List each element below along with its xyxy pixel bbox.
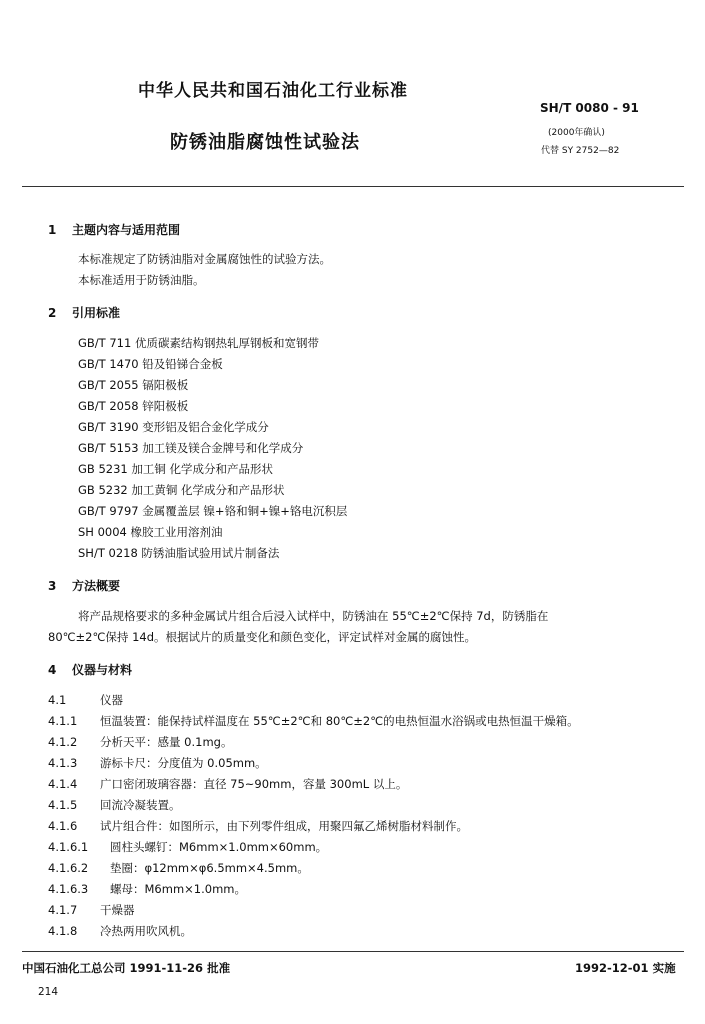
- clause-number: 4.1.7: [48, 903, 78, 917]
- clause-item: [48, 734, 232, 750]
- clause-number: 4.1: [48, 693, 67, 707]
- clause-item: [48, 713, 579, 729]
- reference-item: GB/T 2055 镉阳极板: [78, 378, 189, 392]
- reference-item: GB 5232 加工黄铜 化学成分和产品形状: [78, 483, 285, 497]
- clause-text: 试片组合件：如图所示，由下列零件组成，用聚四氟乙烯树脂材料制作。: [100, 819, 468, 833]
- reference-item: GB 5231 加工铜 化学成分和产品形状: [78, 462, 274, 476]
- section-2-heading: [48, 304, 120, 321]
- section-title: 引用标准: [72, 306, 121, 320]
- clause-number: 4.1.8: [48, 924, 78, 938]
- section-title: 方法概要: [72, 579, 121, 593]
- reference-item: GB/T 9797 金属覆盖层 镍+铬和铜+镍+铬电沉积层: [78, 504, 348, 518]
- clause-item: [48, 902, 135, 918]
- reference-item: SH 0004 橡胶工业用溶剂油: [78, 525, 223, 539]
- clause-number: 4.1.6.2: [48, 861, 89, 875]
- section-3-heading: [48, 577, 120, 594]
- clause-text: 圆柱头螺钉：M6mm×1.0mm×60mm。: [110, 840, 328, 854]
- clause-number: 4.1.6.3: [48, 882, 89, 896]
- clause-item: [48, 860, 309, 876]
- clause-number: 4.1.2: [48, 735, 78, 749]
- header-divider: [22, 186, 684, 187]
- clause-number: 4.1.1: [48, 714, 78, 728]
- section-number: 3: [48, 579, 57, 593]
- section-number: 1: [48, 223, 57, 237]
- clause-item: [48, 797, 181, 813]
- clause-text: 螺母：M6mm×1.0mm。: [110, 882, 246, 896]
- clause-number: 4.1.6.1: [48, 840, 89, 854]
- reference-item: GB/T 2058 锌阳极板: [78, 399, 189, 413]
- clause-item: [48, 881, 246, 897]
- clause-item: [48, 839, 327, 855]
- footer-divider: [22, 951, 684, 952]
- section-1-heading: [48, 221, 180, 238]
- paragraph: 本标准规定了防锈油脂对金属腐蚀性的试验方法。: [78, 252, 331, 266]
- paragraph: 本标准适用于防锈油脂。: [78, 273, 205, 287]
- clause-text: 回流冷凝装置。: [100, 798, 181, 812]
- page-number: 214: [38, 986, 59, 998]
- reference-item: GB/T 1470 铅及铅锑合金板: [78, 357, 223, 371]
- paragraph: 80℃±2℃保持 14d。根据试片的质量变化和颜色变化，评定试样对金属的腐蚀性。: [48, 630, 477, 644]
- clause-text: 广口密闭玻璃容器：直径 75~90mm，容量 300mL 以上。: [100, 777, 408, 791]
- clause-text: 恒温装置：能保持试样温度在 55℃±2℃和 80℃±2℃的电热恒温水浴锅或电热恒温干燥箱。: [100, 714, 579, 728]
- clause-number: 4.1.3: [48, 756, 78, 770]
- reference-item: GB/T 5153 加工镁及镁合金牌号和化学成分: [78, 441, 304, 455]
- paragraph: 将产品规格要求的多种金属试片组合后浸入试样中，防锈油在 55℃±2℃保持 7d，防锈脂在: [78, 609, 549, 623]
- clause-number: 4.1.4: [48, 777, 78, 791]
- section-number: 4: [48, 663, 57, 677]
- clause-item: [48, 923, 192, 939]
- clause-number: 4.1.6: [48, 819, 78, 833]
- clause-item: [48, 776, 407, 792]
- standard-code: SH/T 0080 - 91: [540, 101, 639, 115]
- reference-item: SH/T 0218 防锈油脂试验用试片制备法: [78, 546, 280, 560]
- clause-text: 仪器: [100, 693, 123, 707]
- reference-item: GB/T 3190 变形铝及铝合金化学成分: [78, 420, 269, 434]
- replaces-note: 代替 SY 2752—82: [541, 146, 620, 156]
- standard-body-title: 中华人民共和国石油化工行业标准: [138, 81, 408, 101]
- clause-text: 冷热两用吹风机。: [100, 924, 192, 938]
- clause-item: [48, 692, 123, 708]
- reference-item: GB/T 711 优质碳素结构钢热轧厚钢板和宽钢带: [78, 336, 319, 350]
- clause-text: 垫圈：φ12mm×φ6.5mm×4.5mm。: [110, 861, 309, 875]
- clause-text: 干燥器: [100, 903, 135, 917]
- section-title: 主题内容与适用范围: [72, 223, 181, 237]
- document-title: 防锈油脂腐蚀性试验法: [170, 132, 360, 153]
- confirmation-note: (2000年确认): [548, 128, 605, 138]
- clause-item: [48, 818, 468, 834]
- section-number: 2: [48, 306, 57, 320]
- section-title: 仪器与材料: [72, 663, 133, 677]
- clause-number: 4.1.5: [48, 798, 78, 812]
- section-4-heading: [48, 661, 132, 678]
- clause-text: 分析天平：感量 0.1mg。: [100, 735, 233, 749]
- clause-item: [48, 755, 267, 771]
- clause-text: 游标卡尺：分度值为 0.05mm。: [100, 756, 267, 770]
- effective-date: 1992-12-01 实施: [575, 961, 676, 975]
- approval-info: 中国石油化工总公司 1991-11-26 批准: [22, 961, 231, 975]
